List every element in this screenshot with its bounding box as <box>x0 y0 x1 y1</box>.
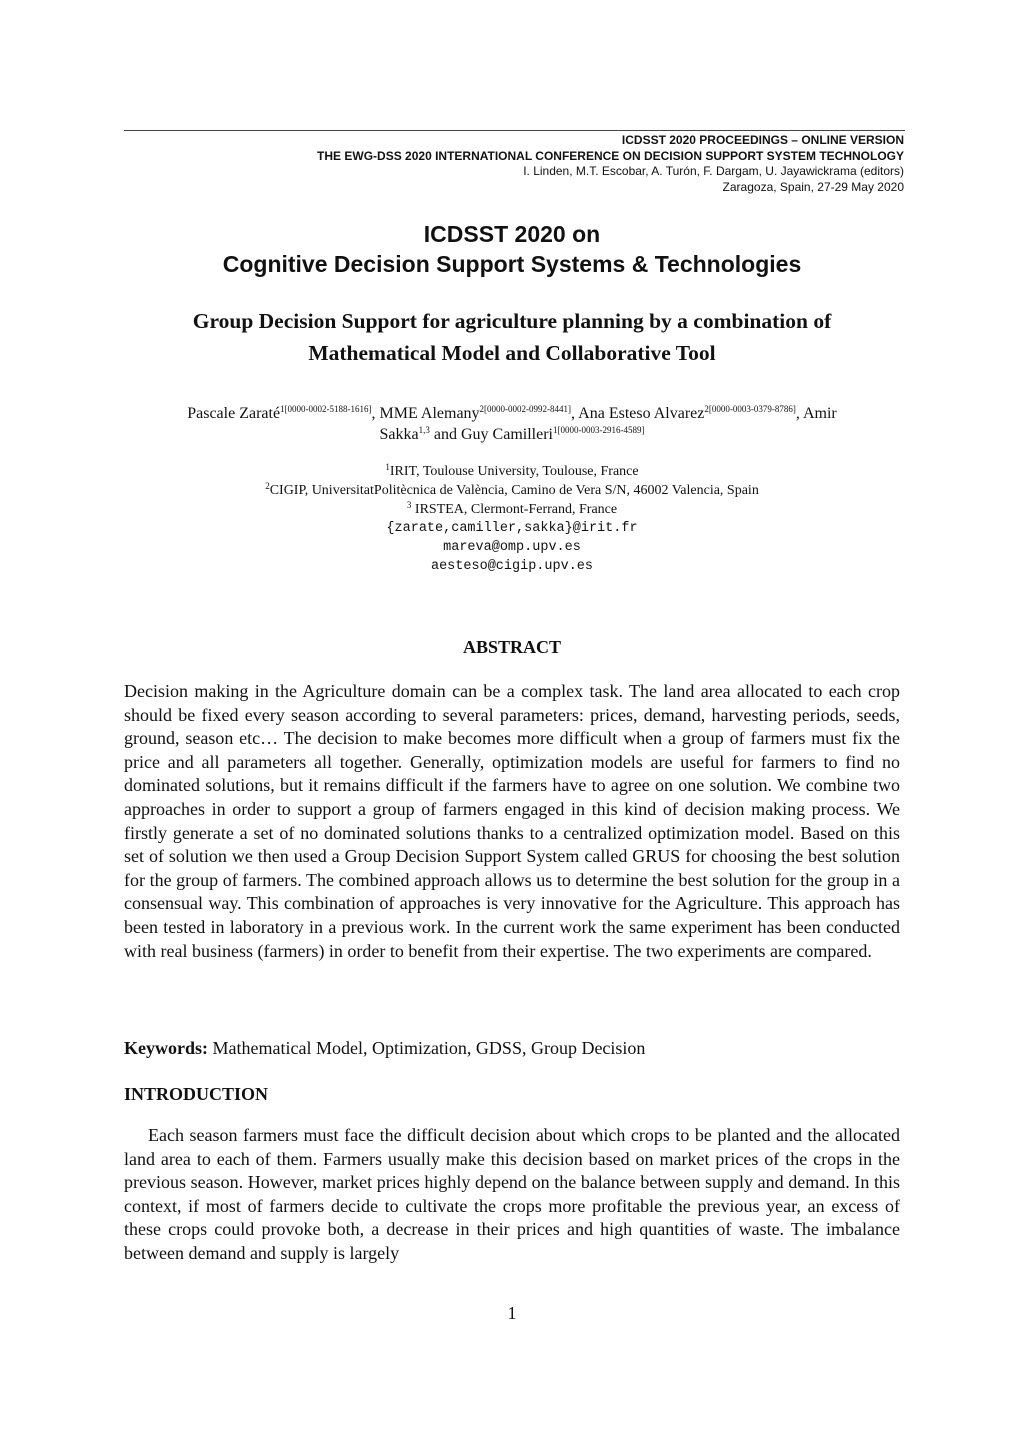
author-sakka-first: Amir <box>802 405 837 422</box>
affiliation-text: IRSTEA, Clermont-Ferrand, France <box>411 502 618 517</box>
author-zarate-orcid: 1[0000-0002-5188-1616] <box>280 404 372 414</box>
keywords-text: Mathematical Model, Optimization, GDSS, Group Decision <box>208 1038 646 1058</box>
affiliation-text: CIGIP, UniversitatPolitècnica de València, Camino de Vera S/N, 46002 Valencia, Spain <box>269 483 759 498</box>
author-camilleri: Guy Camilleri <box>460 426 553 443</box>
affiliation-marker: 3 <box>406 500 412 510</box>
author-alemany: MME Alemany <box>379 405 480 422</box>
email-alemany[interactable]: mareva@omp.upv.es <box>443 540 581 555</box>
author-esteso-orcid: 2[0000-0003-0379-8786] <box>704 404 796 414</box>
author-camilleri-orcid: 1[0000-0003-2916-4589] <box>552 425 645 435</box>
affiliation-text: IRIT, Toulouse University, Toulouse, France <box>389 464 639 479</box>
paper-title-line-1: Group Decision Support for agriculture planning by a combination of <box>192 309 832 333</box>
author-zarate: Pascale Zaraté <box>187 405 281 422</box>
conference-title-line-1: ICDSST 2020 on <box>423 221 601 247</box>
conference-title <box>124 219 900 279</box>
introduction-heading: INTRODUCTION <box>124 1084 269 1104</box>
email-irit[interactable]: {zarate,camiller,sakka}@irit.fr <box>386 521 638 536</box>
header-editors: I. Linden, M.T. Escobar, A. Turón, F. Dargam, U. Jayawickrama (editors) <box>523 164 904 178</box>
header-rule <box>124 130 905 131</box>
header-location: Zaragoza, Spain, 27-29 May 2020 <box>722 179 904 194</box>
author-alemany-orcid: 2[0000-0002-0992-8441] <box>479 404 572 414</box>
affiliation-marker: 1 <box>385 462 390 472</box>
introduction-body: Each season farmers must face the difficult decision about which crops to be planted and the allocated land area to each of them. Farmers usually make this decision based on market prices of the crops in the previous season. However, market prices highly depend on the balance between supply and demand. In this context, if most of farmers decide to cultivate the crops more profitable the previous year, an excess of these crops could provoke both, a decrease in their prices and high quantities of waste. The imbalance between demand and supply is largely <box>124 1125 900 1263</box>
keywords <box>124 1037 900 1061</box>
author-sakka-last: Sakka <box>379 426 419 443</box>
affiliation-irstea <box>124 500 900 519</box>
author-and: and <box>433 426 457 443</box>
author-line-1: Pascale Zaraté$^{1[0000-0002-5188-1616]}$, MME Alemany$^{2[0000-0002-0992-8441]}$, Ana Esteso Alvarez$^{2[0000-0003-0379-8786]}$, Amir <box>187 404 837 422</box>
paper-title <box>124 305 900 369</box>
affiliation-irit <box>124 462 900 481</box>
email-esteso[interactable]: aesteso@cigip.upv.es <box>430 559 594 574</box>
paper-title-line-2: Mathematical Model and Collaborative Tool <box>308 341 716 365</box>
author-list <box>124 403 900 445</box>
page-number: 1 <box>507 1303 517 1323</box>
keywords-label: Keywords: <box>124 1038 208 1058</box>
header-line-1: ICDSST 2020 PROCEEDINGS – ONLINE VERSION <box>621 133 904 147</box>
header-line-2: THE EWG-DSS 2020 INTERNATIONAL CONFERENCE ON DECISION SUPPORT SYSTEM TECHNOLOGY <box>317 148 904 163</box>
affiliations <box>124 462 900 576</box>
affiliation-cigip <box>124 481 900 500</box>
abstract-heading: ABSTRACT <box>462 637 562 657</box>
conference-title-line-2: Cognitive Decision Support Systems & Technologies <box>222 251 802 277</box>
author-esteso: Ana Esteso Alvarez <box>578 405 705 422</box>
author-line-2 <box>124 424 900 445</box>
affiliation-marker: 2 <box>265 481 270 491</box>
abstract-body: Decision making in the Agriculture domain can be a complex task. The land area allocated to each crop should be fixed every season according to several parameters: prices, demand, harvesting periods, seeds, ground, season etc… The decision to make becomes more difficult when a group of farmers must fix the price and all parameters all together. Generally, optimization models are useful for farmers to find no dominated solutions, but it remains difficult if the farmers have to agree on one solution. We combine two approaches in order to support a group of farmers engaged in this kind of decision making process. We firstly generate a set of no dominated solutions thanks to a centralized optimization model. Based on this set of solution we then used a Group Decision Support System called GRUS for choosing the best solution for the group of farmers. The combined approach allows us to determine the best solution for the group in a consensual way. This combination of approaches is very innovative for the Agriculture. This approach has been tested in laboratory in a previous work. In the current work the same experiment has been conducted with real business (farmers) in order to benefit from their expertise. The two experiments are compared. <box>124 681 900 961</box>
proceedings-header <box>124 133 904 195</box>
author-sakka-affil: 1,3 <box>418 425 430 435</box>
